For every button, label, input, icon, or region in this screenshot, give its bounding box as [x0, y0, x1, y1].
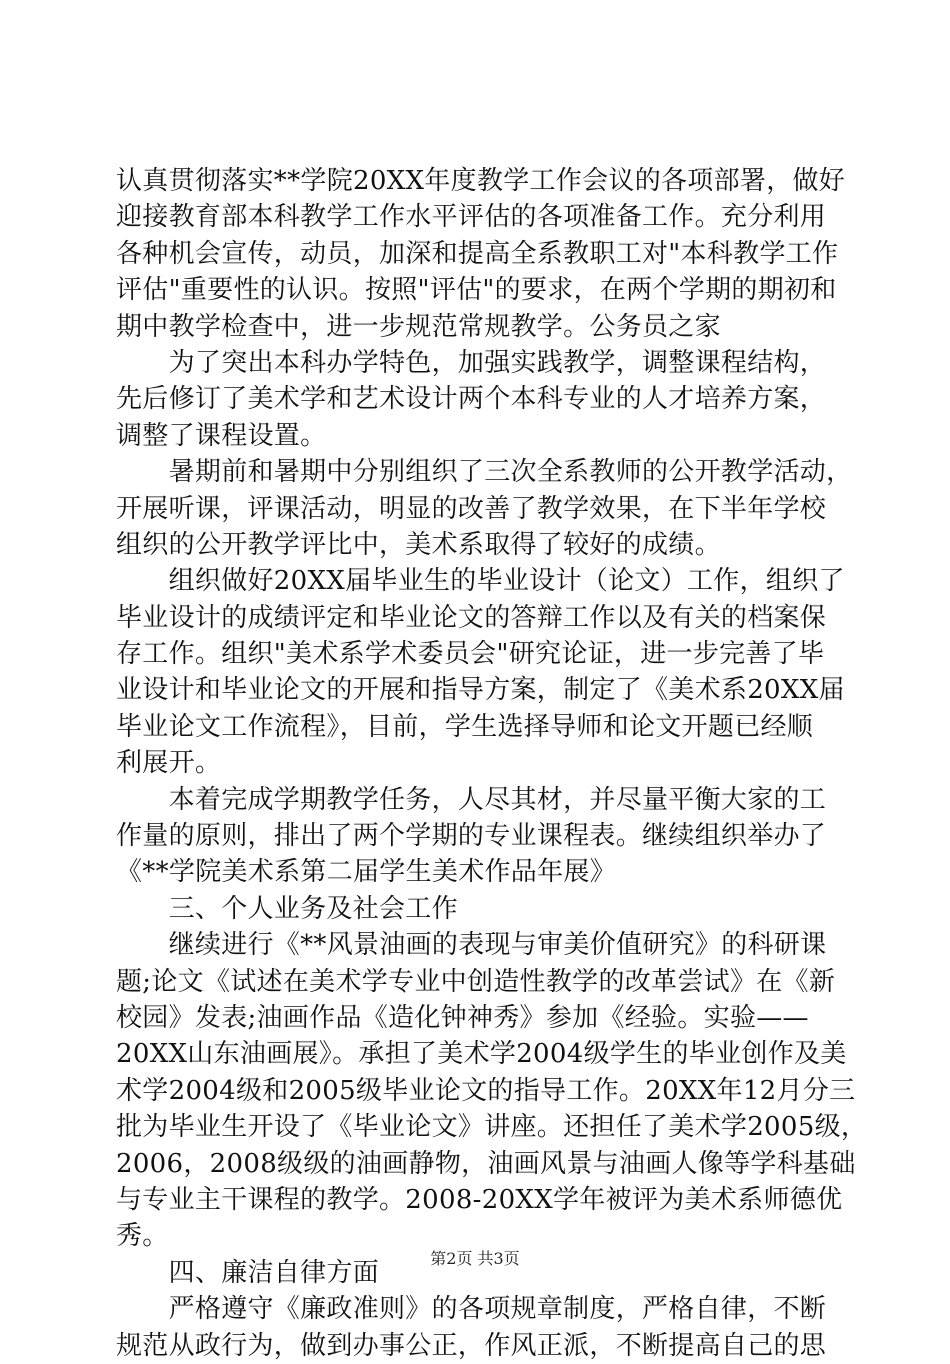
- document-body: [116, 163, 868, 1364]
- text-line: 业设计和毕业论文的开展和指导方案，制定了《美术系20XX届: [116, 675, 845, 706]
- text-line: 2006，2008级级的油画静物，油画风景与油画人像等学科基础: [116, 1148, 856, 1179]
- text-line: 先后修订了美术学和艺术设计两个本科专业的人才培养方案，: [116, 384, 827, 415]
- text-line: 继续进行《**风景油画的表现与审美价值研究》的科研课: [116, 930, 827, 961]
- text-line: 校园》发表;油画作品《造化钟神秀》参加《经验。实验——: [116, 1002, 809, 1033]
- text-line: 术学2004级和2005级毕业论文的指导工作。20XX年12月分三: [116, 1075, 856, 1106]
- text-line: 暑期前和暑期中分别组织了三次全系教师的公开教学活动，: [116, 457, 853, 488]
- section-heading: 三、个人业务及社会工作: [116, 893, 458, 924]
- text-line: 为了突出本科办学特色，加强实践教学，调整课程结构，: [116, 347, 827, 378]
- text-line: 严格遵守《廉政准则》的各项规章制度，严格自律，不断: [116, 1294, 827, 1325]
- text-line: 利展开。: [116, 748, 222, 779]
- text-line: 各种机会宣传，动员，加深和提高全系教职工对"本科教学工作: [116, 238, 839, 269]
- text-line: 秀。: [116, 1221, 169, 1252]
- text-line: 毕业论文工作流程》，目前，学生选择导师和论文开题已经顺: [116, 711, 814, 742]
- section-heading: 四、廉洁自律方面: [116, 1257, 380, 1288]
- text-line: 批为毕业生开设了《毕业论文》讲座。还担任了美术学2005级，: [116, 1112, 868, 1143]
- text-line: 本着完成学期教学任务，人尽其材，并尽量平衡大家的工: [116, 784, 827, 815]
- text-line: 评估"重要性的认识。按照"评估"的要求，在两个学期的期初和: [116, 275, 837, 306]
- page-number-footer: 第2页 共3页: [430, 1249, 520, 1268]
- text-line: 组织的公开教学评比中，美术系取得了较好的成绩。: [116, 529, 721, 560]
- text-line: 迎接教育部本科教学工作水平评估的各项准备工作。充分利用: [116, 202, 827, 233]
- text-line: 与专业主干课程的教学。2008-20XX学年被评为美术系师德优: [116, 1184, 843, 1215]
- text-line: 开展听课，评课活动，明显的改善了教学效果，在下半年学校: [116, 493, 827, 524]
- text-line: 作量的原则，排出了两个学期的专业课程表。继续组织举办了: [116, 821, 827, 852]
- text-line: 《**学院美术系第二届学生美术作品年展》: [116, 857, 617, 888]
- text-line: 题;论文《试述在美术学专业中创造性教学的改革尝试》在《新: [116, 966, 836, 997]
- text-line: 调整了课程设置。: [116, 420, 327, 451]
- text-line: 认真贯彻落实**学院20XX年度教学工作会议的各项部署，做好: [116, 166, 846, 196]
- text-line: 规范从政行为，做到办事公正，作风正派，不断提高自己的思: [116, 1330, 827, 1361]
- text-line: 期中教学检查中，进一步规范常规教学。公务员之家: [116, 311, 721, 342]
- text-line: 存工作。组织"美术系学术委员会"研究论证，进一步完善了毕: [116, 639, 825, 670]
- text-line: 20XX山东油画展》。承担了美术学2004级学生的毕业创作及美: [116, 1039, 847, 1070]
- text-line: 毕业设计的成绩评定和毕业论文的答辩工作以及有关的档案保: [116, 602, 827, 633]
- text-line: 组织做好20XX届毕业生的毕业设计（论文）工作，组织了: [116, 566, 845, 597]
